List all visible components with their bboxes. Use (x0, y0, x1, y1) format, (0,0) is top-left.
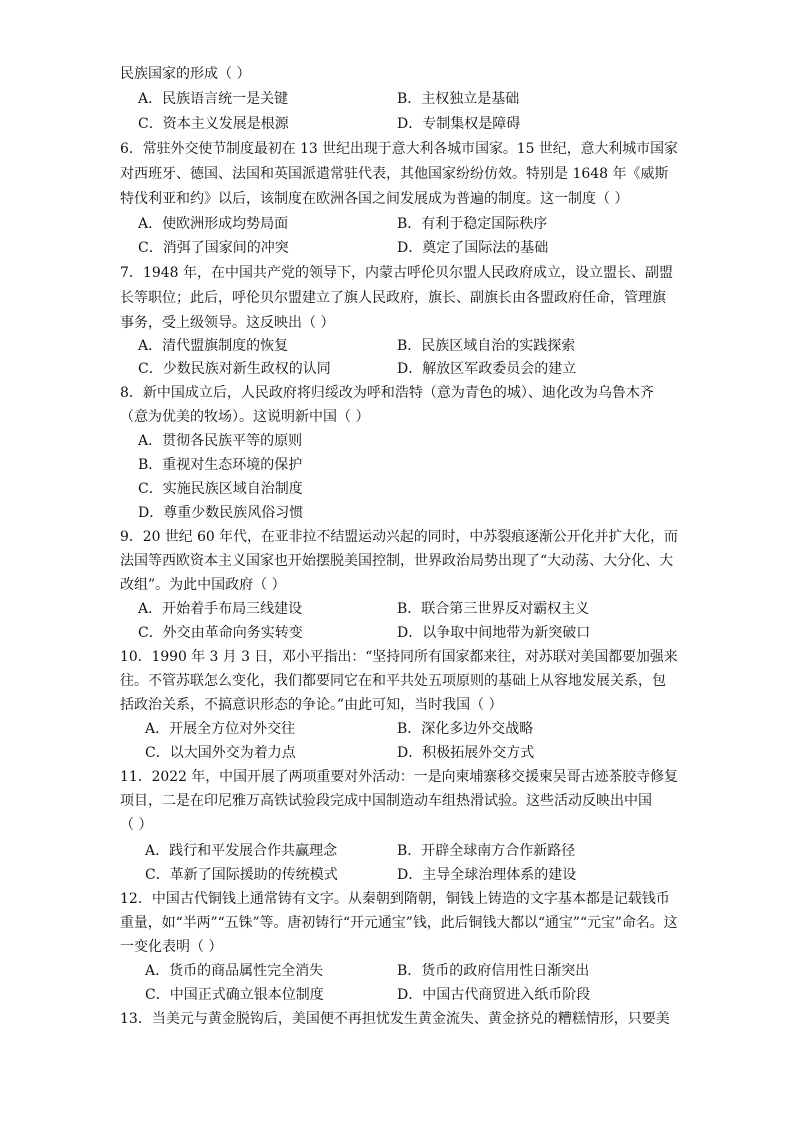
q8-stem-line2: （意为优美的牧场）。这说明新中国（ ） (120, 409, 370, 425)
q10-stem-line3: 括政治关系，不搞意识形态的争论。”由此可知，当时我国（ ） (120, 697, 503, 713)
q12-option-c[interactable]: C．中国正式确立银本位制度 (145, 987, 324, 1003)
q9-stem-line2: 法国等西欧资本主义国家也开始摆脱美国控制，世界政治局势出现了“大动荡、大分化、大 (120, 553, 674, 569)
q8-stem-line1: 8．新中国成立后，人民政府将归绥改为呼和浩特（意为青色的城）、迪化改为乌鲁木齐 (120, 385, 654, 401)
q11-stem-line2: 项目，二是在印尼雅万高铁试验段完成中国制造动车组热滑试验。这些活动反映出中国 (120, 793, 652, 809)
q8-option-c[interactable]: C．实施民族区域自治制度 (138, 481, 303, 497)
q8-option-d[interactable]: D．尊重少数民族风俗习惯 (138, 505, 304, 521)
q9-stem-line1: 9．20 世纪 60 年代，在亚非拉不结盟运动兴起的同时，中苏裂痕逐渐公开化并扩大化，而 (120, 529, 678, 545)
q12-option-a[interactable]: A．货币的商品属性完全消失 (145, 963, 324, 979)
q9-option-d[interactable]: D．以争取中间地带为新突破口 (397, 625, 591, 641)
q12-stem-line3: 一变化表明（ ） (120, 939, 223, 955)
q11-stem-line1: 11．2022 年，中国开展了两项重要对外活动：一是向柬埔寨移交援柬吴哥古迹茶胶寺修复 (120, 769, 678, 785)
q6-option-b[interactable]: B．有利于稳定国际秩序 (397, 216, 548, 232)
q7-option-c[interactable]: C．少数民族对新生政权的认同 (138, 361, 331, 377)
q12-stem-line2: 重量，如“半两”“五铢”等。唐初铸行“开元通宝”钱，此后铜钱大都以“通宝”“元宝”命名。这 (120, 915, 678, 931)
q6-option-d[interactable]: D．奠定了国际法的基础 (397, 240, 549, 256)
q6-stem-line1: 6．常驻外交使节制度最初在 13 世纪出现于意大利各城市国家。15 世纪，意大利城市国家 (120, 141, 678, 157)
q12-option-d[interactable]: D．中国古代商贸进入纸币阶段 (397, 987, 591, 1003)
q5-option-b[interactable]: B．主权独立是基础 (397, 91, 520, 107)
q8-option-b[interactable]: B．重视对生态环境的保护 (138, 457, 303, 473)
q7-option-d[interactable]: D．解放区军政委员会的建立 (397, 361, 577, 377)
q13-stem-line1: 13．当美元与黄金脱钩后，美国便不再担忧发生黄金流失、黄金挤兑的糟糕情形，只要美 (120, 1011, 670, 1027)
q10-option-d[interactable]: D．积极拓展外交方式 (397, 745, 535, 761)
q5-stem: 民族国家的形成（ ） (120, 66, 251, 82)
q11-option-a[interactable]: A．践行和平发展合作共赢理念 (145, 843, 338, 859)
q7-stem-line1: 7．1948 年，在中国共产党的领导下，内蒙古呼伦贝尔盟人民政府成立，设立盟长、副盟 (120, 265, 673, 281)
q6-stem-line3: 特伐利亚和约》以后，该制度在欧洲各国之间发展成为普遍的制度。这一制度（ ） (120, 191, 629, 207)
q9-stem-line3: 改组”。为此中国政府（ ） (120, 577, 286, 593)
q9-option-c[interactable]: C．外交由革命向务实转变 (138, 625, 303, 641)
q7-stem-line2: 长等职位；此后，呼伦贝尔盟建立了旗人民政府，旗长、副旗长由各盟政府任命，管理旗 (120, 290, 666, 306)
q11-option-d[interactable]: D．主导全球治理体系的建设 (397, 867, 577, 883)
q9-option-a[interactable]: A．开始着手布局三线建设 (138, 601, 303, 617)
q6-stem-line2: 对西班牙、德国、法国和英国派遣常驻代表，其他国家纷纷仿效。特别是 1648 年《威斯 (120, 166, 669, 182)
q5-option-a[interactable]: A．民族语言统一是关键 (138, 91, 289, 107)
q6-option-c[interactable]: C．消弭了国家间的冲突 (138, 240, 289, 256)
q10-option-b[interactable]: B．深化多边外交战略 (397, 721, 534, 737)
q11-option-c[interactable]: C．革新了国际援助的传统模式 (145, 867, 338, 883)
q12-option-b[interactable]: B．货币的政府信用性日渐突出 (397, 963, 590, 979)
q5-option-c[interactable]: C．资本主义发展是根源 (138, 116, 289, 132)
q10-stem-line2: 往。不管苏联怎么变化，我们都要同它在和平共处五项原则的基础上从容地发展关系，包 (120, 673, 666, 689)
q6-option-a[interactable]: A．使欧洲形成均势局面 (138, 216, 289, 232)
q11-option-b[interactable]: B．开辟全球南方合作新路径 (397, 843, 576, 859)
q10-option-c[interactable]: C．以大国外交为着力点 (145, 745, 296, 761)
q12-stem-line1: 12．中国古代铜钱上通常铸有文字。从秦朝到隋朝，铜钱上铸造的文字基本都是记载钱币 (120, 891, 670, 907)
q8-option-a[interactable]: A．贯彻各民族平等的原则 (138, 433, 303, 449)
q11-stem-line3: （ ） (120, 817, 153, 833)
q10-stem-line1: 10．1990 年 3 月 3 日，邓小平指出：“坚持同所有国家都来往，对苏联对美国都要加强来 (120, 649, 678, 665)
q9-option-b[interactable]: B．联合第三世界反对霸权主义 (397, 601, 590, 617)
q10-option-a[interactable]: A．开展全方位对外交往 (145, 721, 296, 737)
q7-stem-line3: 事务，受上级领导。这反映出（ ） (120, 315, 335, 331)
q7-option-b[interactable]: B．民族区域自治的实践探索 (397, 338, 576, 354)
q5-option-d[interactable]: D．专制集权是障碍 (397, 116, 521, 132)
q7-option-a[interactable]: A．清代盟旗制度的恢复 (138, 338, 289, 354)
